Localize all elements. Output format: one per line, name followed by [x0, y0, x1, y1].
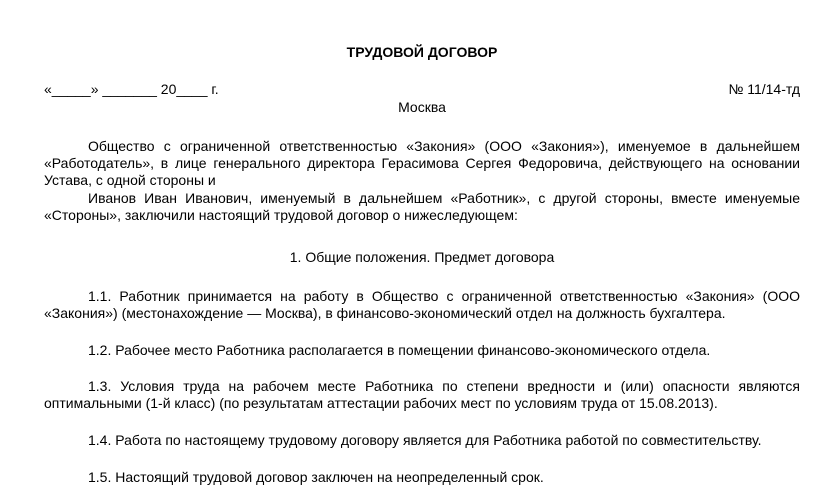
- clause-1-1: 1.1. Работник принимается на работу в Общество с ограниченной ответственностью «Закония» (ООО «Закония») (местонахождение — Москва), в финансово-экономический отдел на должность бухгалтера.: [44, 288, 800, 322]
- contract-document: [44, 0, 800, 490]
- section-heading: 1. Общие положения. Предмет договора: [289, 249, 555, 265]
- employee-paragraph: Иванов Иван Иванович, именуемый в дальнейшем «Работник», с другой стороны, вместе именуемые «Стороны», заключили настоящий трудовой договор о нижеследующем:: [44, 190, 800, 224]
- clause-1-4: 1.4. Работа по настоящему трудовому договору является для Работника работой по совместительству.: [88, 432, 762, 448]
- document-title: ТРУДОВОЙ ДОГОВОР: [346, 44, 498, 60]
- contract-city: Москва: [398, 99, 446, 115]
- contract-date: «_____» _______ 20____ г.: [44, 81, 219, 97]
- contract-number: № 11/14-тд: [728, 81, 800, 97]
- clause-1-3: 1.3. Условия труда на рабочем месте Работника по степени вредности и (или) опасности являются оптимальными (1-й класс) (по результатам аттестации рабочих мест по условиям труда от 15.08.2013).: [44, 378, 800, 412]
- clause-1-2: 1.2. Рабочее место Работника располагается в помещении финансово-экономического отдела.: [88, 342, 711, 358]
- intro-paragraph: Общество с ограниченной ответственностью «Закония» (ООО «Закония»), именуемое в дальнейшем «Работодатель», в лице генерального директора Герасимова Сергея Федоровича, действующего на основании Устава, с одной стороны и: [44, 138, 800, 189]
- clause-1-5: 1.5. Настоящий трудовой договор заключен на неопределенный срок.: [88, 469, 544, 485]
